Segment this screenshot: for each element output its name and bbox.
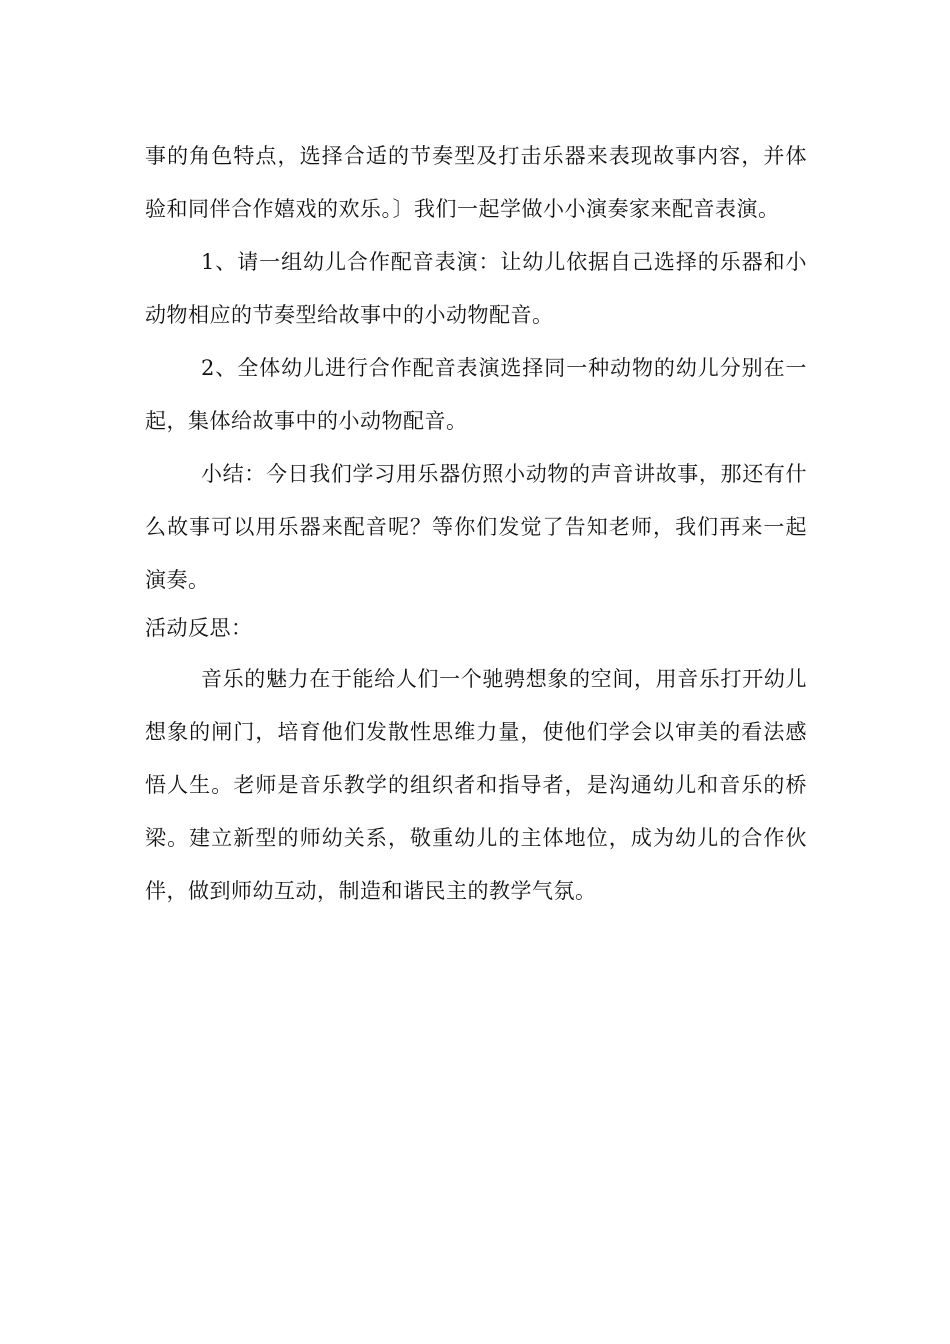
paragraph-summary: 小结：今日我们学习用乐器仿照小动物的声音讲故事，那还有什么故事可以用乐器来配音呢？等你们发觉了告知老师，我们再来一起演奏。 — [145, 462, 807, 592]
paragraph-step-1: 1、请一组幼儿合作配音表演：让幼儿依据自己选择的乐器和小动物相应的节奏型给故事中的小动物配音。 — [145, 250, 807, 327]
paragraph-continuation: 事的角色特点，选择合适的节奏型及打击乐器来表现故事内容，并体验和同伴合作嬉戏的欢乐。〕我们一起学做小小演奏家来配音表演。 — [145, 144, 807, 221]
paragraph-step-2: 2、全体幼儿进行合作配音表演选择同一种动物的幼儿分别在一起，集体给故事中的小动物配音。 — [145, 356, 807, 433]
paragraph-reflection: 音乐的魅力在于能给人们一个驰骋想象的空间，用音乐打开幼儿想象的闸门，培育他们发散性思维力量，使他们学会以审美的看法感悟人生。老师是音乐教学的组织者和指导者，是沟通幼儿和音乐的桥梁。建立新型的师幼关系，敬重幼儿的主体地位，成为幼儿的合作伙伴，做到师幼互动，制造和谐民主的教学气氛。 — [145, 667, 807, 903]
document-body — [145, 130, 807, 918]
section-heading-reflection: 活动反思： — [145, 616, 253, 640]
